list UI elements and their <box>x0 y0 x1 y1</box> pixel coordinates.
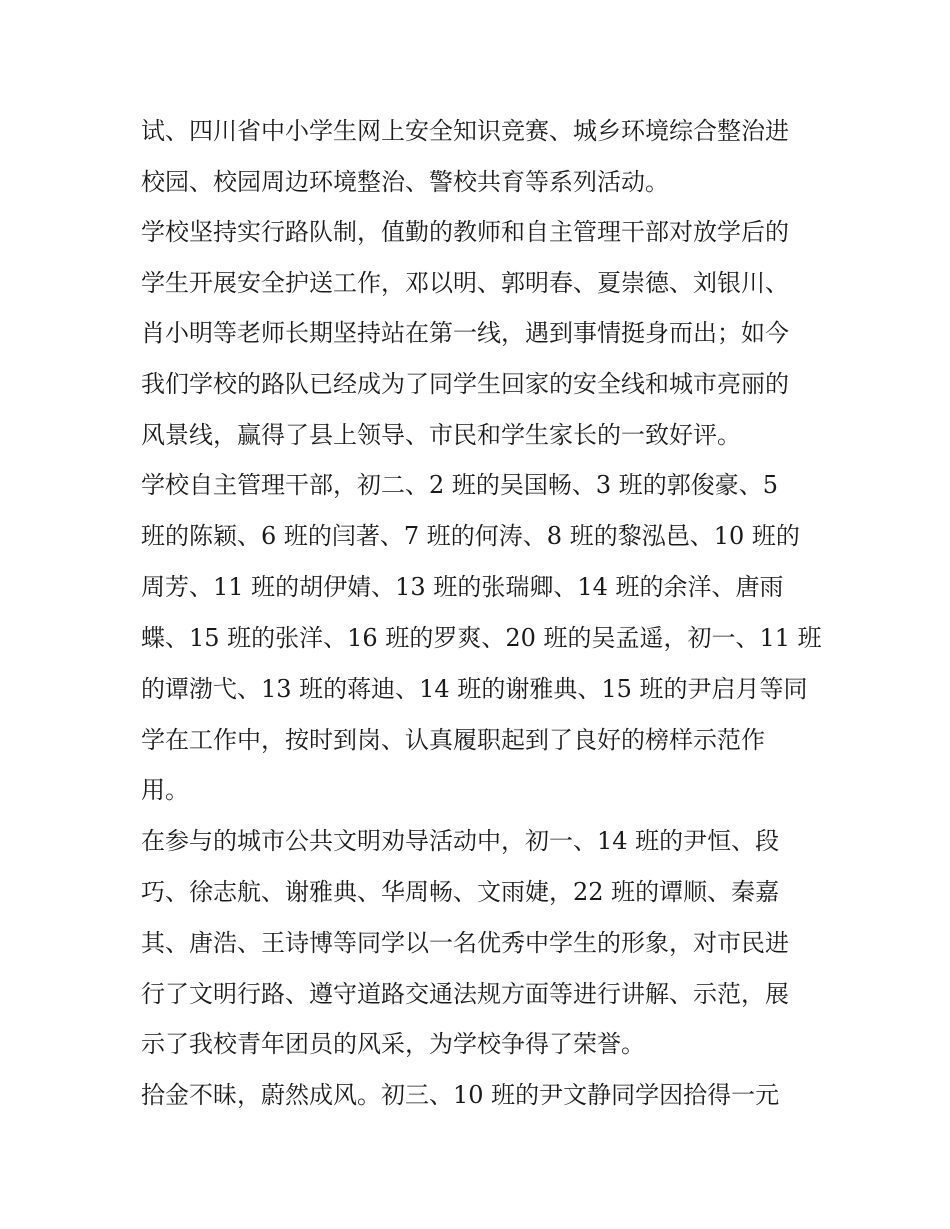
text-line: 风景线，赢得了县上领导、市民和学生家长的一致好评。 <box>141 421 741 449</box>
text-line: 的谭渤弋、13 班的蒋迪、14 班的谢雅典、15 班的尹启月等同 <box>141 675 808 703</box>
text-line: 校园、校园周边环境整治、警校共育等系列活动。 <box>141 168 669 196</box>
text-line: 蝶、15 班的张洋、16 班的罗爽、20 班的吴孟遥，初一、11 班 <box>141 624 822 652</box>
text-line: 示了我校青年团员的风采，为学校争得了荣誉。 <box>141 1030 645 1058</box>
text-line: 肖小明等老师长期坚持站在第一线，遇到事情挺身而出；如今 <box>141 319 789 347</box>
text-line: 行了文明行路、遵守道路交通法规方面等进行讲解、示范，展 <box>141 980 789 1008</box>
text-line: 我们学校的路队已经成为了同学生回家的安全线和城市亮丽的 <box>141 370 789 398</box>
text-line: 在参与的城市公共文明劝导活动中，初一、14 班的尹恒、段 <box>141 827 780 855</box>
text-line: 学生开展安全护送工作，邓以明、郭明春、夏崇德、刘银川、 <box>141 269 789 297</box>
text-line: 学校自主管理干部，初二、2 班的吴国畅、3 班的郭俊豪、5 <box>141 471 779 499</box>
text-line: 拾金不昧，蔚然成风。初三、10 班的尹文静同学因拾得一元 <box>141 1081 780 1109</box>
text-line: 试、四川省中小学生网上安全知识竞赛、城乡环境综合整治进 <box>141 117 789 145</box>
text-line: 学校坚持实行路队制，值勤的教师和自主管理干部对放学后的 <box>141 218 789 246</box>
text-line: 学在工作中，按时到岗、认真履职起到了良好的榜样示范作 <box>141 726 765 754</box>
text-line: 周芳、11 班的胡伊婧、13 班的张瑞卿、14 班的余洋、唐雨 <box>141 573 784 601</box>
text-line: 班的陈颖、6 班的闫著、7 班的何涛、8 班的黎泓邑、10 班的 <box>141 522 800 550</box>
text-line: 其、唐浩、王诗博等同学以一名优秀中学生的形象，对市民进 <box>141 929 789 957</box>
text-line: 巧、徐志航、谢雅典、华周畅、文雨婕，22 班的谭顺、秦嘉 <box>141 878 780 906</box>
text-line: 用。 <box>141 776 189 804</box>
